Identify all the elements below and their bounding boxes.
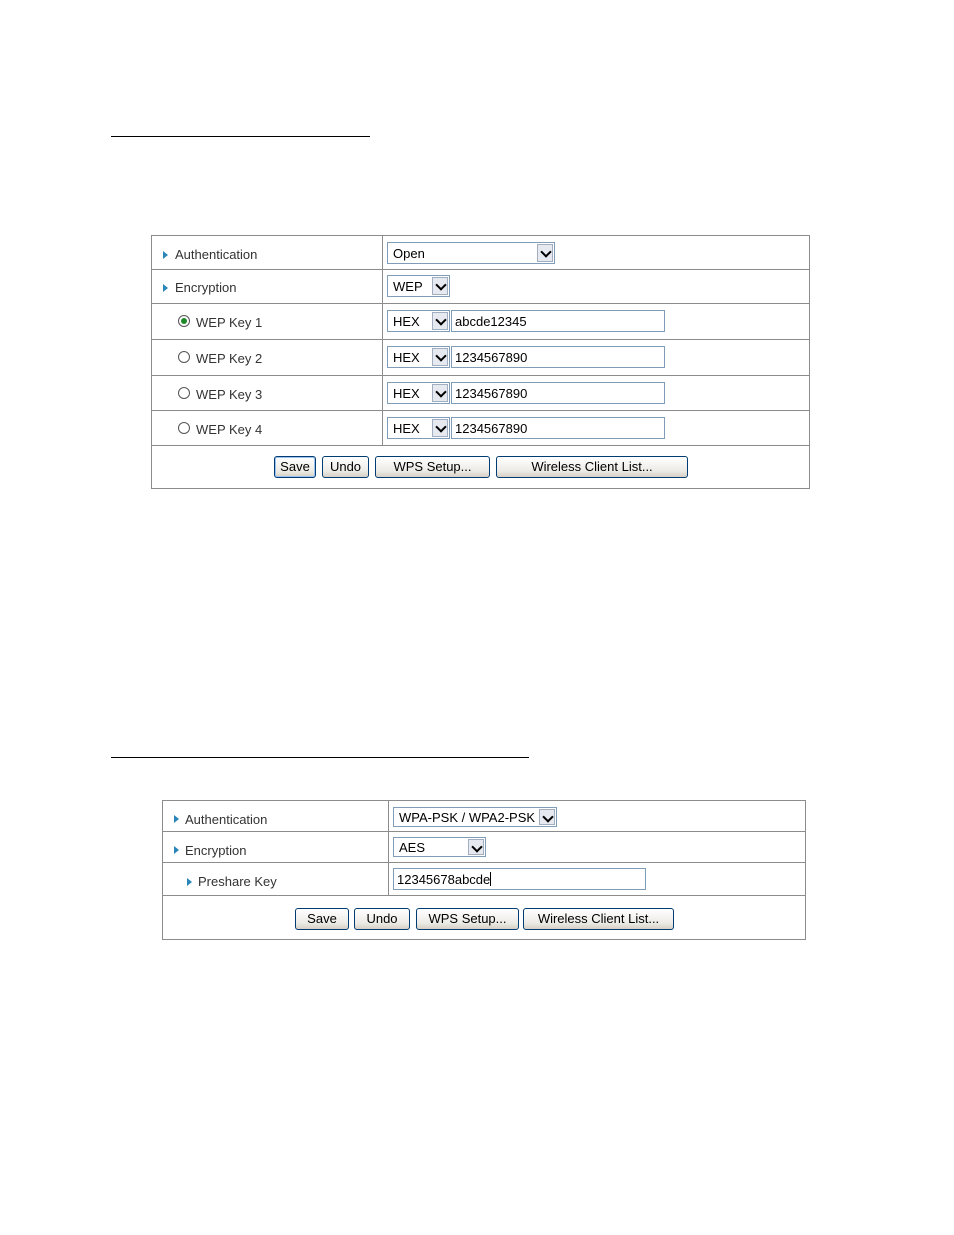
radio-icon[interactable] xyxy=(178,315,190,327)
label-cell xyxy=(163,832,389,862)
chevron-down-icon[interactable] xyxy=(432,384,448,402)
label-cell xyxy=(152,270,383,303)
triangle-right-icon xyxy=(163,251,168,259)
save-button[interactable]: Save xyxy=(274,456,316,478)
chevron-down-icon[interactable] xyxy=(537,244,553,262)
wps-setup-button[interactable]: WPS Setup... xyxy=(375,456,490,478)
wep-key-format-select[interactable] xyxy=(387,310,450,332)
label-cell xyxy=(163,801,389,831)
wep-key-label: WEP Key 4 xyxy=(196,422,263,437)
wep-key-label: WEP Key 1 xyxy=(196,315,263,330)
authentication-select[interactable] xyxy=(393,807,557,827)
wep-key-value: 1234567890 xyxy=(455,421,528,436)
radio-icon[interactable] xyxy=(178,422,190,434)
preshare-key-value: 12345678abcde xyxy=(397,872,491,887)
wep-key-value: 1234567890 xyxy=(455,350,528,365)
encryption-label: Encryption xyxy=(185,843,247,858)
chevron-down-icon[interactable] xyxy=(432,348,448,366)
wep-key-format-select[interactable] xyxy=(387,417,450,439)
chevron-down-icon[interactable] xyxy=(432,419,448,437)
wep-key-format-value: HEX xyxy=(393,386,420,401)
label-cell xyxy=(152,236,383,269)
radio-icon[interactable] xyxy=(178,387,190,399)
wep-key-row xyxy=(152,376,809,411)
wep-key-row xyxy=(152,340,809,376)
wep-key-label: WEP Key 2 xyxy=(196,351,263,366)
encryption-select[interactable] xyxy=(387,275,450,297)
wep-key-format-select[interactable] xyxy=(387,382,450,404)
wireless-client-list-button[interactable]: Wireless Client List... xyxy=(523,908,674,930)
encryption-label: Encryption xyxy=(175,280,237,295)
triangle-right-icon xyxy=(174,815,179,823)
encryption-value: WEP xyxy=(393,279,423,294)
authentication-value: WPA-PSK / WPA2-PSK xyxy=(399,810,536,825)
chevron-down-icon[interactable] xyxy=(468,839,484,855)
button-row xyxy=(152,446,809,488)
section-underline-wep xyxy=(111,136,370,137)
chevron-down-icon[interactable] xyxy=(432,312,448,330)
save-button[interactable]: Save xyxy=(295,908,349,930)
label-cell xyxy=(152,304,383,339)
triangle-right-icon xyxy=(174,846,179,854)
encryption-row xyxy=(163,832,805,863)
authentication-value: Open xyxy=(393,246,425,261)
preshare-key-row xyxy=(163,863,805,896)
undo-button[interactable]: Undo xyxy=(322,456,369,478)
encryption-row xyxy=(152,270,809,304)
wep-key-format-select[interactable] xyxy=(387,346,450,368)
encryption-select[interactable] xyxy=(393,837,486,857)
preshare-key-label: Preshare Key xyxy=(198,874,277,889)
authentication-label: Authentication xyxy=(175,247,258,262)
radio-icon[interactable] xyxy=(178,351,190,363)
wep-key-row xyxy=(152,304,809,340)
wep-key-input[interactable] xyxy=(451,310,665,332)
wep-key-row xyxy=(152,411,809,446)
wep-key-format-value: HEX xyxy=(393,421,420,436)
authentication-row xyxy=(163,801,805,832)
wep-key-input[interactable] xyxy=(451,417,665,439)
authentication-row xyxy=(152,236,809,270)
wep-settings-panel xyxy=(151,235,810,489)
wps-setup-button[interactable]: WPS Setup... xyxy=(416,908,519,930)
encryption-value: AES xyxy=(399,840,426,855)
section-underline-wpa xyxy=(111,757,529,758)
undo-button[interactable]: Undo xyxy=(354,908,410,930)
authentication-label: Authentication xyxy=(185,812,268,827)
wep-key-input[interactable] xyxy=(451,382,665,404)
triangle-right-icon xyxy=(163,284,168,292)
triangle-right-icon xyxy=(187,878,192,886)
preshare-key-input[interactable] xyxy=(393,868,646,890)
button-row xyxy=(163,896,805,939)
label-cell xyxy=(152,411,383,445)
wep-key-value: 1234567890 xyxy=(455,386,528,401)
chevron-down-icon[interactable] xyxy=(432,277,448,295)
wep-key-input[interactable] xyxy=(451,346,665,368)
label-cell xyxy=(152,376,383,410)
wpa-settings-panel xyxy=(162,800,806,940)
authentication-select[interactable] xyxy=(387,242,555,264)
wep-key-value: abcde12345 xyxy=(455,314,527,329)
wireless-client-list-button[interactable]: Wireless Client List... xyxy=(496,456,688,478)
label-cell xyxy=(163,863,389,895)
wep-key-format-value: HEX xyxy=(393,350,420,365)
chevron-down-icon[interactable] xyxy=(539,809,555,825)
wep-key-label: WEP Key 3 xyxy=(196,387,263,402)
wep-key-format-value: HEX xyxy=(393,314,420,329)
text-caret xyxy=(490,872,491,886)
label-cell xyxy=(152,340,383,375)
